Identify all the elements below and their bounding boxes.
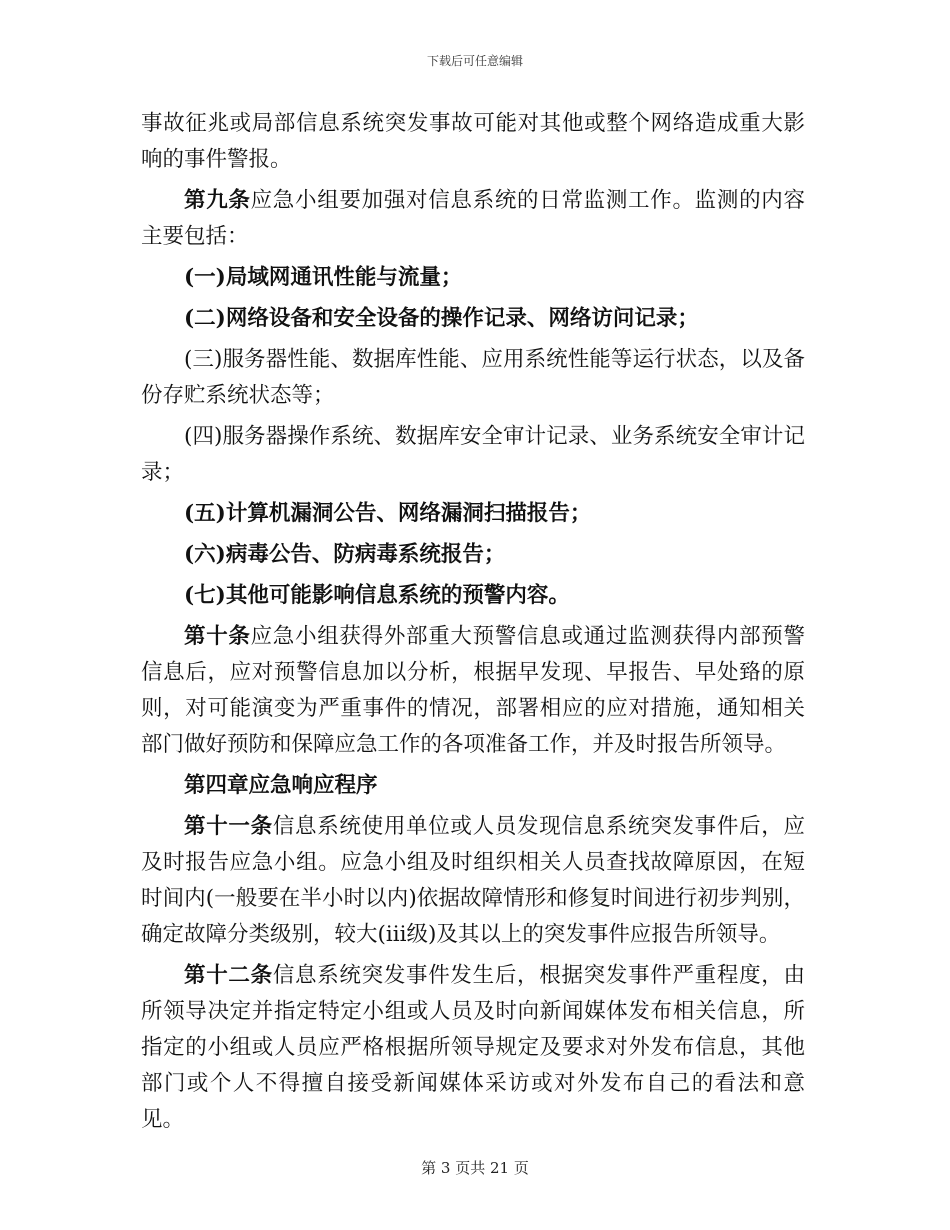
paragraph-text: 信息系统突发事件发生后，根据突发事件严重程度，由所领导决定并指定特定小组或人员及时向新闻媒体发布相关信息，所指定的小组或人员应严格根据所领导规定及要求对外发布信息，其他部门或个人不得擅自接受新闻媒体采访或对外发布自己的看法和意见。 (141, 963, 805, 1132)
paragraph-text: 应急小组获得外部重大预警信息或通过监测获得内部预警信息后，应对预警信息加以分析，根据早发现、早报告、早处臵的原则，对可能演变为严重事件的情况，部署相应的应对措施，通知相关部门做好预防和保障应急工作的各项准备工作，并及时报告所领导。 (141, 624, 805, 757)
article-lead: 第九条 (184, 188, 251, 213)
list-item: (四)服务器操作系统、数据库安全审计记录、业务系统安全审计记录； (141, 424, 805, 485)
paragraph-text: 应急小组要加强对信息系统的日常监测工作。监测的内容主要包括： (141, 188, 805, 249)
chapter-heading: 第四章应急响应程序 (184, 773, 378, 798)
article-9 (141, 183, 805, 255)
article-12 (141, 958, 805, 1138)
list-item: (二)网络设备和安全设备的操作记录、网络访问记录； (184, 306, 699, 331)
article-lead: 第十一条 (184, 814, 273, 839)
list-item: (三)服务器性能、数据库性能、应用系统性能等运行状态，以及备份存贮系统状态等； (141, 347, 805, 408)
document-body (141, 106, 805, 1143)
article-lead: 第十二条 (184, 963, 273, 988)
page-header: 下载后可任意编辑 (426, 54, 523, 68)
paragraph (141, 106, 805, 178)
paragraph-text: 信息系统使用单位或人员发现信息系统突发事件后，应及时报告应急小组。应急小组及时组织相关人员查找故障原因，在短时间内(一般要在半小时以内)依据故障情形和修复时间进行初步判别，确定故障分类级别，较大(iii级)及其以上的突发事件应报告所领导。 (141, 814, 805, 947)
paragraph-text: 事故征兆或局部信息系统突发事故可能对其他或整个网络造成重大影响的事件警报。 (141, 111, 805, 172)
list-item: (一)局域网通讯性能与流量； (184, 265, 463, 290)
list-item: (七)其他可能影响信息系统的预警内容。 (184, 583, 570, 608)
article-10 (141, 619, 805, 763)
page-footer: 第 3 页共 21 页 (421, 1159, 529, 1177)
list-item: (六)病毒公告、防病毒系统报告； (184, 542, 506, 567)
article-11 (141, 809, 805, 953)
article-lead: 第十条 (184, 624, 251, 649)
list-item: (五)计算机漏洞公告、网络漏洞扫描报告； (184, 501, 592, 526)
